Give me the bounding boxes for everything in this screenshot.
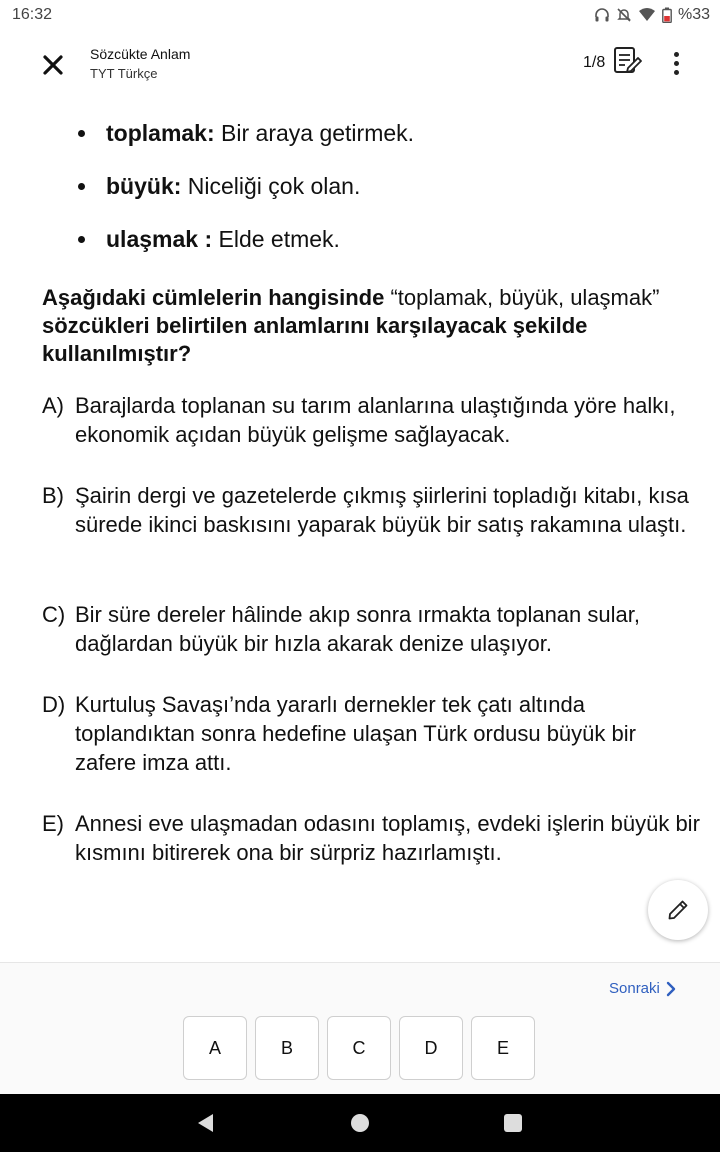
notes-button[interactable] — [612, 45, 644, 79]
definition-term: ulaşmak : — [106, 226, 213, 252]
question-part2: sözcükleri belirtilen anlamlarını karşılayacak şekilde kullanılmıştır? — [42, 313, 588, 366]
system-nav-bar — [0, 1094, 720, 1152]
option-c[interactable] — [42, 600, 702, 658]
question-quoted: “toplamak, büyük, ulaşmak” — [384, 285, 660, 310]
option-letter: C) — [42, 602, 66, 627]
answer-buttons — [183, 1016, 535, 1080]
option-d[interactable] — [42, 690, 702, 777]
question-part1: Aşağıdaki cümlelerin hangisinde — [42, 285, 385, 310]
answer-button-d[interactable]: D — [399, 1016, 463, 1080]
app-header — [0, 30, 720, 96]
option-text: Şairin dergi ve gazetelerde çıkmış şiirlerini topladığı kitabı, kısa sürede ikinci baskısını yaparak büyük bir satış rakamına ulaştı. — [75, 483, 689, 537]
edit-button[interactable] — [648, 880, 708, 940]
definition-meaning: Niceliği çok olan. — [181, 173, 361, 199]
next-label: Sonraki — [609, 980, 660, 997]
recent-apps-icon[interactable] — [504, 1114, 522, 1132]
option-b[interactable] — [42, 481, 702, 539]
option-a[interactable] — [42, 391, 702, 449]
option-text: Barajlarda toplanan su tarım alanlarına ulaştığında yöre halkı, ekonomik açıdan büyük gelişme sağlayacak. — [75, 393, 676, 447]
status-time: 16:32 — [12, 6, 53, 23]
definition-term: büyük: — [106, 173, 182, 199]
option-letter: E) — [42, 811, 64, 836]
answer-button-b[interactable]: B — [255, 1016, 319, 1080]
page-subtitle: TYT Türkçe — [90, 66, 158, 81]
home-icon[interactable] — [351, 1114, 369, 1132]
question-content — [0, 96, 720, 962]
definition-item — [78, 171, 414, 224]
bell-off-icon — [616, 7, 632, 23]
status-bar — [0, 0, 720, 30]
header-text — [90, 45, 190, 83]
status-icons — [594, 6, 710, 24]
chevron-right-icon — [666, 981, 676, 997]
definition-item — [78, 118, 414, 171]
wifi-icon — [638, 7, 656, 23]
more-vertical-icon — [674, 52, 679, 57]
battery-level: %33 — [677, 6, 710, 23]
answer-panel — [0, 962, 720, 1094]
answer-button-c[interactable]: C — [327, 1016, 391, 1080]
option-letter: A) — [42, 393, 64, 418]
more-options-button[interactable] — [664, 48, 688, 78]
option-text: Bir süre dereler hâlinde akıp sonra ırmakta toplanan sular, dağlardan büyük bir hızla akarak denize ulaşıyor. — [75, 602, 640, 656]
headphones-icon — [594, 7, 610, 23]
notes-icon — [612, 45, 644, 79]
page-title: Sözcükte Anlam — [90, 46, 191, 62]
option-letter: B) — [42, 483, 64, 508]
definition-item — [78, 224, 414, 277]
option-e[interactable] — [42, 809, 702, 867]
option-letter: D) — [42, 692, 66, 717]
definitions-list — [78, 118, 414, 277]
option-text: Kurtuluş Savaşı’nda yararlı dernekler tek çatı altında toplandıktan sonra hedefine ulaşan Türk ordusu büyük bir zafere imza attı. — [75, 692, 636, 775]
definition-meaning: Elde etmek. — [212, 226, 340, 252]
definition-meaning: Bir araya getirmek. — [214, 120, 415, 146]
close-button[interactable] — [36, 48, 70, 82]
definition-term: toplamak: — [106, 120, 215, 146]
answer-button-e[interactable]: E — [471, 1016, 535, 1080]
close-icon — [43, 55, 63, 75]
next-button[interactable] — [609, 980, 676, 997]
answer-button-a[interactable]: A — [183, 1016, 247, 1080]
page-counter: 1/8 — [583, 54, 606, 71]
battery-icon — [662, 7, 672, 23]
pencil-icon — [666, 898, 690, 922]
back-icon[interactable] — [196, 1113, 214, 1133]
option-text: Annesi eve ulaşmadan odasını toplamış, evdeki işlerin büyük bir kısmını bitirerek ona bir sürpriz hazırlamıştı. — [75, 811, 700, 865]
question-stem — [42, 284, 702, 368]
